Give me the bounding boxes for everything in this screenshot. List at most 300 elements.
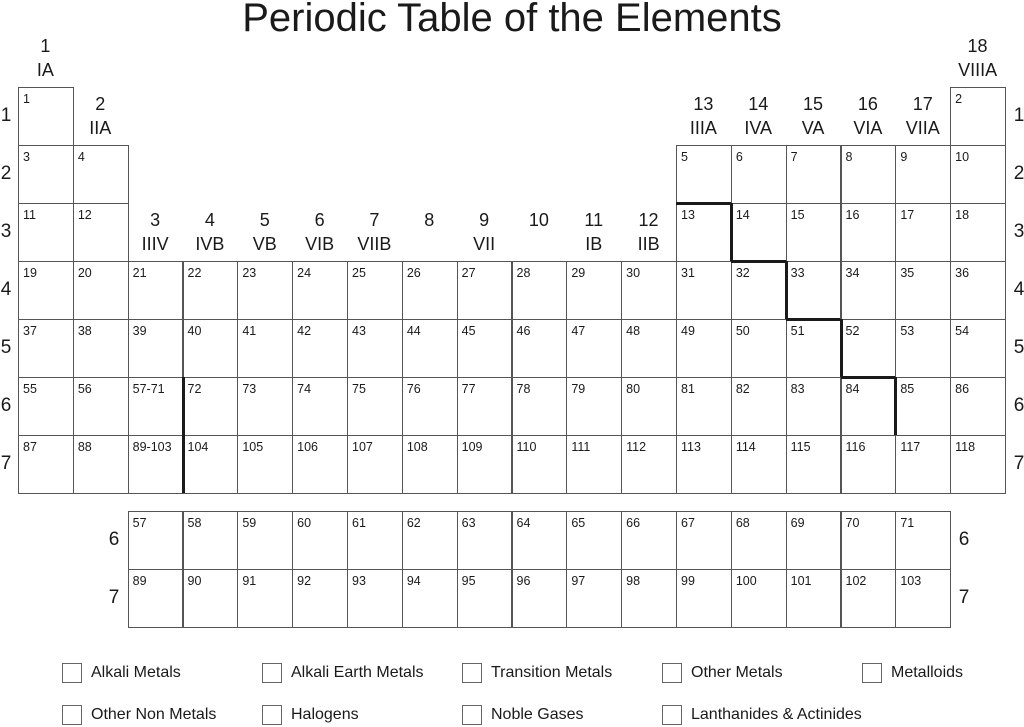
atomic-number: 91 [242,574,257,588]
element-cell[interactable] [895,203,951,262]
element-cell[interactable] [457,377,513,436]
f-block-cell[interactable] [841,511,897,570]
legend-label: Transition Metals [491,664,613,681]
f-block-cell[interactable] [402,569,458,628]
element-cell[interactable] [621,377,677,436]
group-header-1 [18,34,73,82]
element-cell[interactable] [621,435,677,494]
atomic-number: 77 [461,382,476,396]
element-cell[interactable] [841,261,897,320]
period-label-left: 7 [0,453,12,474]
element-cell[interactable] [566,435,622,494]
period-label-left: 1 [0,105,12,126]
metalloid-boundary-line [182,377,185,493]
atomic-number: 28 [516,266,531,280]
group-roman [512,232,567,256]
atomic-number: 95 [461,574,476,588]
group-number: 13 [693,94,714,114]
atomic-number: 117 [900,440,921,454]
element-cell[interactable] [183,435,239,494]
group-header-17 [895,92,950,140]
atomic-number: 107 [352,440,373,454]
element-cell[interactable] [292,377,348,436]
legend-checkbox[interactable] [262,663,282,683]
element-cell[interactable] [347,377,403,436]
atomic-number: 10 [955,150,970,164]
atomic-number: 99 [681,574,695,588]
atomic-number: 4 [77,150,85,164]
element-cell[interactable] [18,145,74,204]
element-cell[interactable] [950,319,1006,378]
atomic-number: 3 [23,150,30,164]
atomic-number: 71 [900,516,915,530]
element-cell[interactable] [731,145,787,204]
atomic-number: 31 [681,266,695,280]
legend-item[interactable] [462,661,612,685]
element-cell[interactable] [73,319,129,378]
atomic-number: 96 [516,574,531,588]
group-header-13 [676,92,731,140]
element-cell[interactable] [402,377,458,436]
atomic-number: 88 [77,440,92,454]
atomic-number: 83 [790,382,805,396]
element-cell[interactable] [73,145,129,204]
group-roman: VIIA [905,118,940,138]
legend-item[interactable] [262,661,424,685]
element-cell[interactable] [786,261,842,320]
group-header-5 [237,208,292,256]
legend-label: Lanthanides & Actinides [691,706,862,723]
group-roman: IVA [744,118,773,138]
f-block-cell[interactable] [566,569,622,628]
atomic-number: 18 [955,208,970,222]
legend-checkbox[interactable] [62,663,82,683]
group-number: 12 [638,210,659,230]
f-block-cell[interactable] [676,569,732,628]
f-block-cell[interactable] [512,511,568,570]
f-block-cell[interactable] [237,569,293,628]
element-cell[interactable] [786,145,842,204]
element-cell[interactable] [676,203,732,262]
element-cell[interactable] [950,203,1006,262]
group-header-16 [841,92,896,140]
element-cell[interactable] [950,377,1006,436]
f-block-cell[interactable] [566,511,622,570]
element-cell[interactable] [128,377,184,436]
atomic-number: 23 [242,266,257,280]
element-cell[interactable] [895,377,951,436]
atomic-number: 7 [790,150,798,164]
atomic-number: 48 [626,324,641,338]
atomic-number: 16 [845,208,860,222]
atomic-number: 73 [242,382,257,396]
atomic-number: 53 [900,324,915,338]
element-cell[interactable] [402,319,458,378]
atomic-number: 106 [297,440,319,454]
group-header-4 [183,208,238,256]
group-roman: VIIIA [958,60,998,80]
period-label-right: 2 [1013,163,1024,184]
element-cell[interactable] [731,435,787,494]
atomic-number: 30 [626,266,641,280]
atomic-number: 100 [735,574,757,588]
legend-item[interactable] [462,703,584,727]
f-block-cell[interactable] [786,569,842,628]
group-roman: IIB [637,234,660,254]
element-cell[interactable] [512,377,568,436]
f-block-period-label-right: 7 [958,587,970,608]
period-label-right: 6 [1013,395,1024,416]
element-cell[interactable] [237,319,293,378]
group-number: 8 [424,210,435,230]
element-cell[interactable] [566,261,622,320]
group-number: 3 [150,210,161,230]
legend-item[interactable] [262,703,359,727]
atomic-number: 45 [461,324,476,338]
group-header-3 [128,208,183,256]
element-cell[interactable] [18,319,74,378]
group-roman [402,232,457,256]
group-roman: IIIV [141,234,169,254]
group-roman: IIIA [689,118,717,138]
element-cell[interactable] [512,261,568,320]
group-number: 2 [95,94,106,114]
f-block-cell[interactable] [621,511,677,570]
atomic-number: 97 [571,574,586,588]
element-cell[interactable] [73,203,129,262]
element-cell[interactable] [128,319,184,378]
legend-label: Alkali Metals [91,664,181,681]
element-cell[interactable] [128,435,184,494]
element-cell[interactable] [292,319,348,378]
atomic-number: 21 [132,266,147,280]
atomic-number: 110 [516,440,537,454]
f-block-cell[interactable] [347,569,403,628]
element-cell[interactable] [841,203,897,262]
element-cell[interactable] [676,145,732,204]
f-block-cell[interactable] [512,569,568,628]
group-roman: IA [36,60,54,80]
atomic-number: 12 [77,208,92,222]
group-roman: VIIB [357,234,392,254]
f-block-cell[interactable] [895,511,951,570]
atomic-number: 13 [681,208,695,222]
element-cell[interactable] [731,203,787,262]
atomic-number: 89 [132,574,147,588]
legend-checkbox[interactable] [662,705,682,725]
element-cell[interactable] [457,261,513,320]
atomic-number: 58 [187,516,202,530]
element-cell[interactable] [786,203,842,262]
element-cell[interactable] [731,319,787,378]
atomic-number: 79 [571,382,586,396]
element-cell[interactable] [621,261,677,320]
legend-checkbox[interactable] [262,705,282,725]
metalloid-boundary-line [731,260,786,263]
legend-item[interactable] [62,703,216,727]
group-header-2 [73,92,128,140]
element-cell[interactable] [895,145,951,204]
f-block-cell[interactable] [128,569,184,628]
atomic-number: 62 [406,516,421,530]
atomic-number: 108 [406,440,428,454]
metalloid-boundary-line [840,319,843,377]
f-block-cell[interactable] [621,569,677,628]
atomic-number: 33 [790,266,805,280]
atomic-number: 109 [461,440,483,454]
element-cell[interactable] [950,261,1006,320]
atomic-number: 89-103 [132,440,172,454]
element-cell[interactable] [676,377,732,436]
metalloid-boundary-line [894,377,897,435]
f-block-cell[interactable] [841,569,897,628]
atomic-number: 47 [571,324,586,338]
atomic-number: 11 [23,208,36,222]
period-label-right: 4 [1013,279,1024,300]
atomic-number: 38 [77,324,92,338]
f-block-cell[interactable] [731,511,787,570]
legend-checkbox[interactable] [462,705,482,725]
element-cell[interactable] [786,319,842,378]
legend-label: Metalloids [891,664,964,681]
atomic-number: 72 [187,382,202,396]
element-cell[interactable] [676,435,732,494]
atomic-number: 76 [406,382,421,396]
atomic-number: 20 [77,266,92,280]
metalloid-boundary-line [730,203,733,261]
group-roman: VII [473,234,496,254]
legend-checkbox[interactable] [62,705,82,725]
group-roman: VIA [853,118,883,138]
period-label-right: 1 [1013,105,1024,126]
f-block-cell[interactable] [292,511,348,570]
element-cell[interactable] [457,319,513,378]
element-cell[interactable] [950,145,1006,204]
period-label-left: 6 [0,395,12,416]
legend-checkbox[interactable] [462,663,482,683]
element-cell[interactable] [566,319,622,378]
period-label-right: 7 [1013,453,1024,474]
atomic-number: 118 [955,440,976,454]
group-number: 4 [204,210,215,230]
element-cell[interactable] [347,435,403,494]
f-block-cell[interactable] [183,511,239,570]
atomic-number: 40 [187,324,202,338]
atomic-number: 84 [845,382,860,396]
element-cell[interactable] [183,319,239,378]
element-cell[interactable] [950,87,1006,146]
group-number: 5 [259,210,270,230]
legend-item[interactable] [662,703,862,727]
page-title: Periodic Table of the Elements [242,0,782,40]
atomic-number: 14 [735,208,750,222]
atomic-number: 63 [461,516,476,530]
atomic-number: 64 [516,516,531,530]
f-block-cell[interactable] [402,511,458,570]
element-cell[interactable] [237,377,293,436]
atomic-number: 51 [790,324,805,338]
element-cell[interactable] [676,261,732,320]
element-cell[interactable] [841,377,897,436]
f-block-cell[interactable] [786,511,842,570]
atomic-number: 80 [626,382,641,396]
f-block-period-label-right: 6 [958,529,970,550]
f-block-cell[interactable] [347,511,403,570]
atomic-number: 43 [352,324,366,338]
element-cell[interactable] [73,435,129,494]
element-cell[interactable] [512,435,568,494]
f-block-cell[interactable] [183,569,239,628]
atomic-number: 94 [406,574,421,588]
atomic-number: 69 [790,516,805,530]
atomic-number: 67 [681,516,695,530]
element-cell[interactable] [128,261,184,320]
atomic-number: 105 [242,440,264,454]
atomic-number: 82 [735,382,750,396]
atomic-number: 85 [900,382,915,396]
atomic-number: 70 [845,516,860,530]
atomic-number: 22 [187,266,202,280]
atomic-number: 34 [845,266,860,280]
group-header-7 [347,208,402,256]
element-cell[interactable] [292,261,348,320]
atomic-number: 61 [352,516,366,530]
atomic-number: 35 [900,266,915,280]
element-cell[interactable] [183,261,239,320]
element-cell[interactable] [895,319,951,378]
metalloid-boundary-line [676,202,731,205]
atomic-number: 114 [735,440,756,454]
element-cell[interactable] [731,261,787,320]
atomic-number: 68 [735,516,750,530]
group-header-14 [731,92,786,140]
atomic-number: 66 [626,516,641,530]
metalloid-boundary-line [841,376,896,379]
period-label-left: 5 [0,337,12,358]
atomic-number: 65 [571,516,586,530]
element-cell[interactable] [292,435,348,494]
f-block-cell[interactable] [292,569,348,628]
atomic-number: 49 [681,324,695,338]
f-block-cell[interactable] [237,511,293,570]
atomic-number: 113 [681,440,701,454]
legend-label: Other Non Metals [91,706,217,723]
f-block-period-label-left: 7 [108,587,120,608]
period-label-left: 4 [0,279,12,300]
metalloid-boundary-line [785,261,788,319]
element-cell[interactable] [237,261,293,320]
group-number: 6 [314,210,325,230]
group-number: 9 [479,210,490,230]
atomic-number: 59 [242,516,257,530]
f-block-cell[interactable] [676,511,732,570]
legend-item[interactable] [862,661,963,685]
atomic-number: 41 [242,324,257,338]
legend-checkbox[interactable] [862,663,882,683]
element-cell[interactable] [347,261,403,320]
f-block-cell[interactable] [457,569,513,628]
atomic-number: 52 [845,324,860,338]
atomic-number: 1 [23,92,30,106]
legend-checkbox[interactable] [662,663,682,683]
atomic-number: 50 [735,324,750,338]
group-number: 14 [748,94,769,114]
element-cell[interactable] [895,261,951,320]
element-cell[interactable] [621,319,677,378]
f-block-cell[interactable] [128,511,184,570]
element-cell[interactable] [18,435,74,494]
legend-label: Other Metals [691,664,783,681]
legend-item[interactable] [662,661,783,685]
atomic-number: 74 [297,382,312,396]
element-cell[interactable] [895,435,951,494]
f-block-cell[interactable] [731,569,787,628]
element-cell[interactable] [841,319,897,378]
f-block-cell[interactable] [895,569,951,628]
atomic-number: 57 [132,516,147,530]
element-cell[interactable] [73,261,129,320]
element-cell[interactable] [183,377,239,436]
legend-label: Halogens [291,706,359,723]
element-cell[interactable] [950,435,1006,494]
group-header-6 [292,208,347,256]
atomic-number: 112 [626,440,647,454]
element-cell[interactable] [731,377,787,436]
element-cell[interactable] [237,435,293,494]
legend-item[interactable] [62,661,181,685]
element-cell[interactable] [18,377,74,436]
group-header-10 [512,208,567,256]
legend-label: Noble Gases [491,706,584,723]
atomic-number: 102 [845,574,867,588]
atomic-number: 19 [23,266,37,280]
period-label-left: 3 [0,221,12,242]
element-cell[interactable] [786,435,842,494]
element-cell[interactable] [347,319,403,378]
element-cell[interactable] [841,145,897,204]
group-roman: VIB [305,234,335,254]
element-cell[interactable] [457,435,513,494]
element-cell[interactable] [18,261,74,320]
atomic-number: 2 [955,92,963,106]
element-cell[interactable] [18,87,74,146]
element-cell[interactable] [512,319,568,378]
group-roman: VB [252,234,277,254]
atomic-number: 57-71 [132,382,165,396]
group-header-15 [786,92,841,140]
element-cell[interactable] [786,377,842,436]
element-cell[interactable] [18,203,74,262]
group-number: 10 [528,210,549,230]
f-block-period-label-left: 6 [108,529,120,550]
period-label-right: 5 [1013,337,1024,358]
group-header-9 [457,208,512,256]
element-cell[interactable] [73,377,129,436]
group-header-11 [566,208,621,256]
atomic-number: 17 [900,208,915,222]
element-cell[interactable] [402,261,458,320]
atomic-number: 36 [955,266,970,280]
element-cell[interactable] [566,377,622,436]
group-roman: IIA [89,118,112,138]
element-cell[interactable] [841,435,897,494]
element-cell[interactable] [402,435,458,494]
atomic-number: 115 [790,440,811,454]
group-roman: IVB [195,234,225,254]
atomic-number: 37 [23,324,37,338]
f-block-cell[interactable] [457,511,513,570]
element-cell[interactable] [676,319,732,378]
